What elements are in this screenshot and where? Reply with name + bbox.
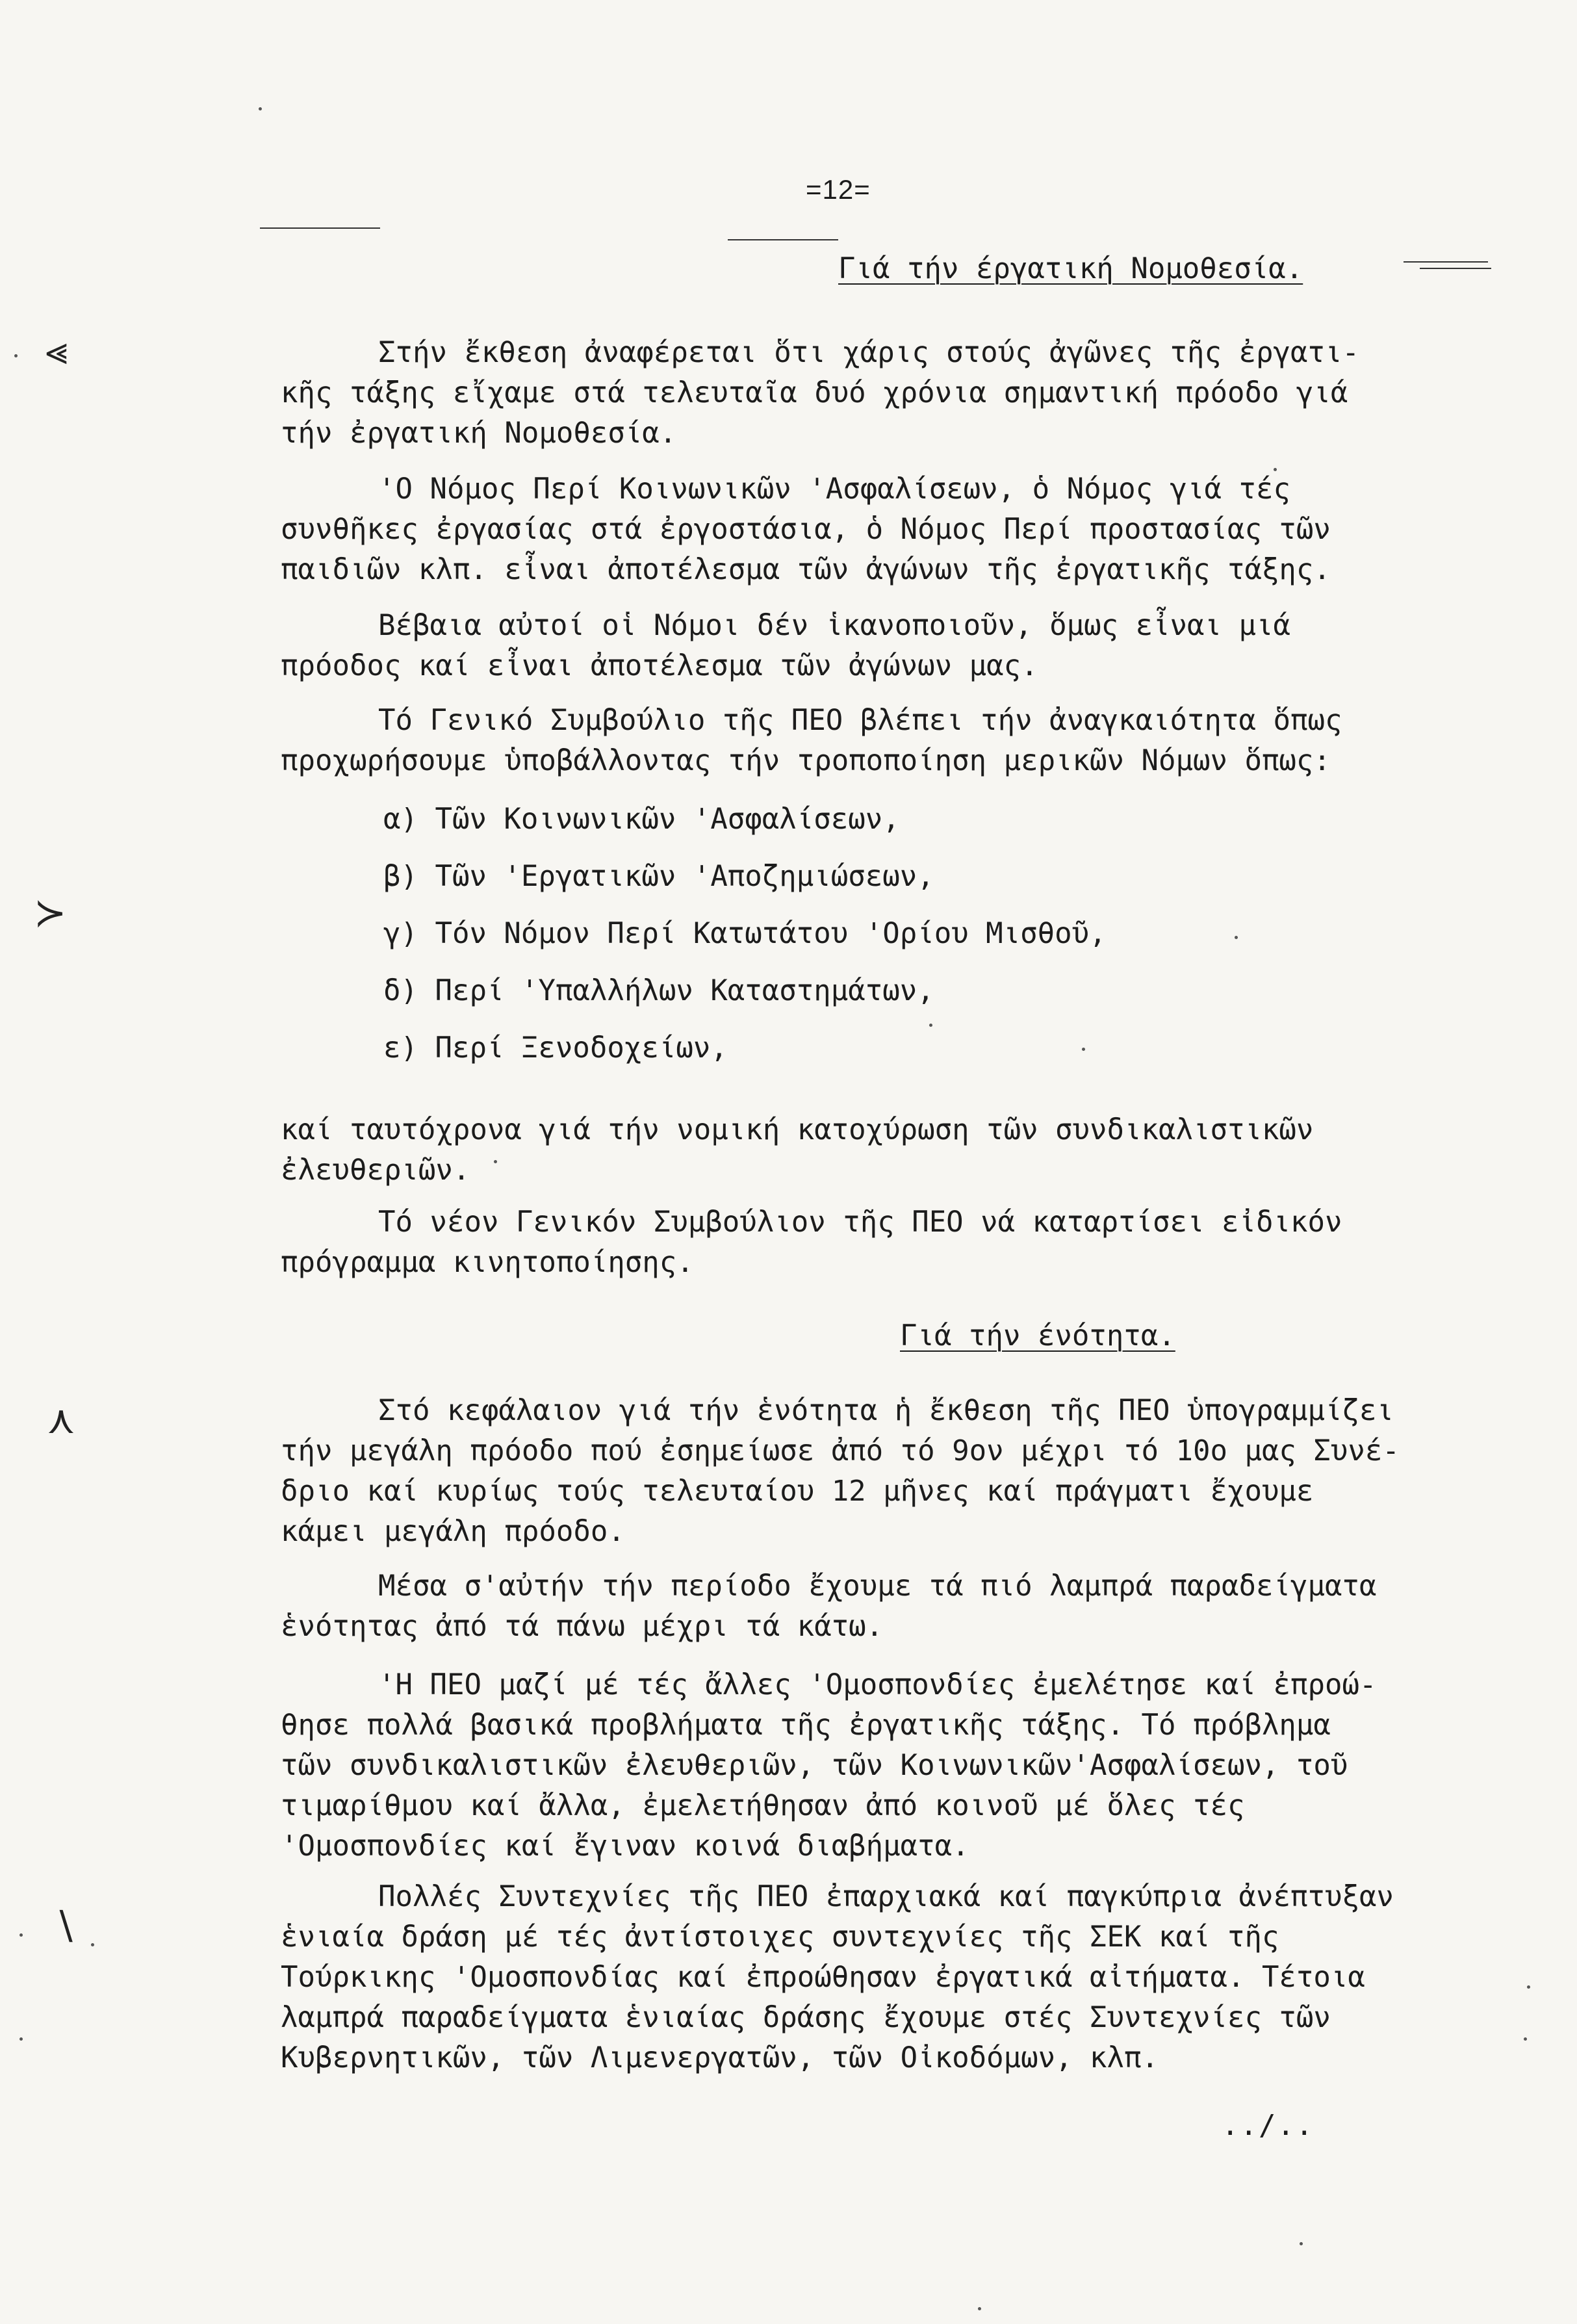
scan-speck	[1300, 2242, 1303, 2245]
continuation-mark: ../..	[1222, 2109, 1314, 2142]
paragraph: Στό κεφάλαιον γιά τήν ἑνότητα ἡ ἔκθεση τῆς ΠΕΟ ὑπογραμμίζει τήν μεγάλη πρόοδο πού ἐσημείωσε ἀπό τό 9ον μέχρι τό 10ο μας Συνέ- δριο καί κυρίως τούς τελευταίου 12 μῆνες καί πράγματι ἔχουμε κάμει μεγάλη πρόοδο.	[281, 1394, 1400, 1548]
paragraph: Τό Γενικό Συμβούλιο τῆς ΠΕΟ βλέπει τήν ἀναγκαιότητα ὅπως προχωρήσουμε ὑποβάλλοντας τήν τροποποίηση μερικῶν Νόμων ὅπως:	[281, 704, 1342, 777]
page-number: =12=	[806, 174, 871, 205]
scan-speck	[91, 1943, 94, 1946]
paragraph: καί ταυτόχρονα γιά τήν νομική κατοχύρωση τῶν συνδικαλιστικῶν ἐλευθεριῶν.	[281, 1113, 1314, 1187]
scan-speck	[19, 2037, 23, 2041]
scan-speck	[1082, 1048, 1085, 1051]
header-rule-right-2	[1420, 268, 1491, 269]
margin-tick-mark: ⋏	[47, 1397, 75, 1443]
paragraph: 'Ο Νόμος Περί Κοινωνικῶν 'Ασφαλίσεων, ὁ Νόμος γιά τές συνθῆκες ἐργασίας στά ἐργοστάσια, ὁ Νόμος Περί προστασίας τῶν παιδιῶν κλπ. εἶναι ἀποτέλεσμα τῶν ἀγώνων τῆς ἐργατικῆς τάξης.	[281, 472, 1331, 586]
list-item: ε) Περί Ξενοδοχείων,	[383, 1031, 728, 1065]
paragraph: Τό νέον Γενικόν Συμβούλιον τῆς ΠΕΟ νά καταρτίσει εἰδικόν πρόγραμμα κινητοποίησης.	[281, 1206, 1342, 1279]
paragraph: Στήν ἔκθεση ἀναφέρεται ὅτι χάρις στούς ἀγῶνες τῆς ἐργατι- κῆς τάξης εἴχαμε στά τελευταῖα δυό χρόνια σημαντική πρόοδο γιά τήν ἐργατική Νομοθεσία.	[281, 336, 1359, 450]
scan-speck	[494, 1160, 497, 1163]
header-rule-center	[728, 239, 838, 240]
paragraph: Μέσα σ'αὐτήν τήν περίοδο ἔχουμε τά πιό λαμπρά παραδείγματα ἑνότητας ἀπό τά πάνω μέχρι τά κάτω.	[281, 1569, 1377, 1643]
scan-speck	[19, 1933, 23, 1937]
scan-speck	[929, 1024, 932, 1027]
scan-speck	[259, 107, 262, 110]
margin-tick-mark: ∖	[52, 1904, 77, 1950]
list-item: α) Τῶν Κοινωνικῶν 'Ασφαλίσεων,	[383, 803, 900, 836]
header-rule-left	[260, 227, 380, 229]
paragraph: 'Η ΠΕΟ μαζί μέ τές ἄλλες 'Ομοσπονδίες ἐμελέτησε καί ἐπροώ- θησε πολλά βασικά προβλήματα τῆς ἐργατικῆς τάξης. Τό πρόβλημα τῶν συνδικαλιστικῶν ἐλευθεριῶν, τῶν Κοινωνικῶν'Ασφαλίσεων, τοῦ τιμαρίθμου καί ἄλλα, ἐμελετήθησαν ἀπό κοινοῦ μέ ὅλες τές 'Ομοσπονδίες καί ἔγιναν κοινά διαβήματα.	[281, 1668, 1377, 1863]
header-rule-right	[1404, 261, 1488, 263]
section-heading-unity: Γιά τήν ένότητα.	[900, 1319, 1175, 1352]
scan-speck	[1235, 936, 1238, 939]
scan-speck	[1524, 2037, 1527, 2041]
scan-speck	[14, 354, 18, 357]
list-item: β) Τῶν 'Εργατικῶν 'Αποζημιώσεων,	[383, 860, 934, 893]
scan-speck	[978, 2307, 981, 2310]
list-item: δ) Περί 'Υπαλλήλων Καταστημάτων,	[383, 974, 934, 1007]
section-heading-labour-legislation: Γιά τήν έργατική Νομοθεσία.	[838, 252, 1303, 285]
margin-tick-mark: ≻	[34, 890, 67, 936]
paragraph: Βέβαια αὐτοί οἱ Νόμοι δέν ἱκανοποιοῦν, ὅμως εἶναι μιά πρόοδος καί εἶναι ἀποτέλεσμα τῶν ἀγώνων μας.	[281, 609, 1290, 682]
margin-tick-mark: ⪡	[45, 328, 68, 374]
list-item: γ) Τόν Νόμον Περί Κατωτάτου 'Ορίου Μισθοῦ,	[383, 917, 1107, 950]
scan-speck	[1527, 1985, 1530, 1989]
scan-speck	[1274, 468, 1277, 471]
paragraph: Πολλές Συντεχνίες τῆς ΠΕΟ ἐπαρχιακά καί παγκύπρια ἀνέπτυξαν ἑνιαία δράση μέ τές ἀντίστοιχες συντεχνίες τῆς ΣΕΚ καί τῆς Τούρκικης 'Ομοσπονδίας καί ἐπροώθησαν ἐργατικά αἰτήματα. Τέτοια λαμπρά παραδείγματα ἑνιαίας δράσης ἔχουμε στές Συντεχνίες τῶν Κυβερνητικῶν, τῶν Λιμενεργατῶν, τῶν Οἰκοδόμων, κλπ.	[281, 1880, 1394, 2074]
